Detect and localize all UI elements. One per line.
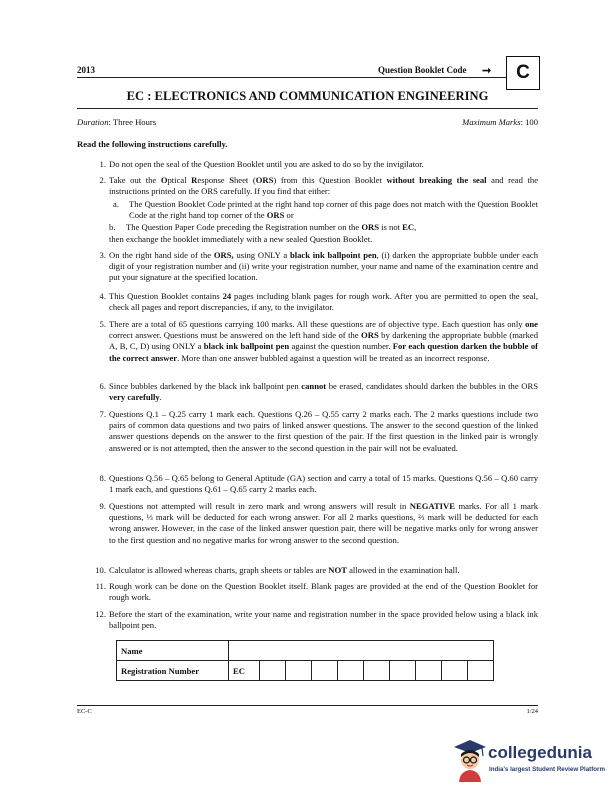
instruction-text: Rough work can be done on the Question Booklet itself. Blank pages are provided at the end of the Question Booklet for rough work. — [109, 581, 538, 603]
duration-value: : Three Hours — [108, 117, 157, 127]
registration-digit-box[interactable] — [416, 661, 442, 681]
instruction-12 — [88, 609, 538, 631]
registration-digit-box[interactable] — [390, 661, 416, 681]
instruction-text: Since bubbles darkened by the black ink ballpoint pen cannot be erased, candidates should darken the bubbles in the ORS very carefully. — [109, 381, 538, 403]
marks-value: : 100 — [520, 117, 538, 127]
instruction-number: 10. — [95, 565, 106, 575]
instruction-text: This Question Booklet contains 24 pages including blank pages for rough work. After you are permitted to open the seal, check all pages and report discrepancies, if any, to the invigilator. — [109, 291, 538, 313]
instruction-text: Questions not attempted will result in zero mark and wrong answers will result in NEGATIVE marks. For all 1 mark questions, ⅓ mark will be deducted for each wrong answer. For all 2 marks questions, ⅔ mark will be deducted for each wrong answer. However, in the case of the linked answer question pair, there will be negative marks only for wrong answer to the first question and no negative marks for wrong answer to the second question. — [109, 501, 539, 545]
name-label: Name — [117, 641, 229, 661]
instruction-7 — [88, 409, 538, 454]
registration-row — [117, 661, 494, 681]
instruction-number: 7. — [99, 409, 106, 419]
sub-item-marker-a: a. — [113, 199, 119, 209]
registration-digit-box[interactable] — [260, 661, 286, 681]
instruction-10 — [88, 565, 538, 576]
registration-digit-box[interactable] — [468, 661, 494, 681]
marks-label: Maximum Marks — [462, 117, 521, 127]
sub-item-marker-b: b. — [109, 222, 116, 232]
candidate-details-table — [116, 640, 494, 681]
sub-item-b: The Question Paper Code preceding the Registration number on the ORS is not EC, — [126, 222, 417, 232]
footer-paper-code: EC-C — [77, 708, 92, 715]
page-title: EC : ELECTRONICS AND COMMUNICATION ENGINEERING — [126, 89, 489, 103]
exam-year: 2013 — [77, 65, 95, 75]
instruction-text: Calculator is allowed whereas charts, graph sheets or tables are NOT allowed in the examination hall. — [109, 565, 460, 575]
instructions-heading: Read the following instructions carefully. — [77, 139, 228, 149]
header-rule-bottom — [77, 108, 538, 109]
booklet-code-label: Question Booklet Code — [378, 65, 467, 75]
instruction-number: 9. — [99, 501, 106, 511]
registration-prefix: EC — [229, 661, 260, 681]
student-mascot-icon — [452, 738, 488, 782]
instruction-number: 11. — [95, 581, 106, 591]
instruction-2 — [88, 175, 538, 197]
header-rule-top — [77, 77, 506, 78]
registration-digit-box[interactable] — [312, 661, 338, 681]
watermark-brand: collegedunia — [488, 743, 592, 762]
booklet-code-box: C — [506, 56, 540, 90]
instruction-text: Questions Q.1 – Q.25 carry 1 mark each. Questions Q.26 – Q.55 carry 2 marks each. The 2 marks questions include two pairs of common data questions and two pairs of linked answer questions. The answer to the second question of the linked answer questions depends on the answer to the first question of the pair. If the first question in the linked pair is wrongly answered or is not attempted, then the answer to the second question in the pair will not be evaluated. — [109, 409, 538, 453]
instruction-number: 3. — [99, 250, 106, 260]
instruction-2-conclusion: then exchange the booklet immediately with a new sealed Question Booklet. — [109, 234, 373, 244]
instruction-number: 1. — [99, 159, 106, 169]
instruction-number: 12. — [95, 609, 106, 619]
registration-digit-box[interactable] — [338, 661, 364, 681]
instruction-11 — [88, 581, 538, 603]
footer-page-number: 1/24 — [526, 708, 538, 715]
instruction-8 — [88, 473, 538, 495]
instruction-number: 8. — [99, 473, 106, 483]
registration-digit-box[interactable] — [286, 661, 312, 681]
instruction-1 — [88, 159, 538, 170]
instruction-text: Do not open the seal of the Question Booklet until you are asked to do so by the invigilator. — [109, 159, 424, 169]
registration-label: Registration Number — [117, 661, 229, 681]
footer-rule — [77, 705, 538, 706]
registration-digit-box[interactable] — [364, 661, 390, 681]
instruction-number: 6. — [99, 381, 106, 391]
watermark-tagline: India's largest Student Review Platform — [489, 766, 605, 773]
name-field[interactable] — [229, 641, 494, 661]
registration-digit-box[interactable] — [442, 661, 468, 681]
instruction-9 — [88, 501, 538, 546]
instruction-text: There are a total of 65 questions carrying 100 marks. All these questions are of objective type. Each question has only one correct answer. Questions must be answered on the left hand side of the ORS by darkening the appropriate bubble (marked A, B, C, D) using ONLY a black ink ballpoint pen against the question number. For each question darken the bubble of the correct answer. More than one answer bubbled against a question will be treated as an incorrect response. — [109, 319, 538, 363]
instruction-4 — [88, 291, 538, 313]
maximum-marks — [420, 117, 538, 127]
duration — [77, 117, 156, 127]
sub-item-a: The Question Booklet Code printed at the right hand top corner of this page does not match with the Question Booklet Code at the right hand top corner of the ORS or — [129, 199, 538, 221]
instruction-number: 2. — [99, 175, 106, 185]
duration-label: Duration — [77, 117, 109, 127]
instruction-text: On the right hand side of the ORS, using ONLY a black ink ballpoint pen, (i) darken the appropriate bubble under each digit of your registration number and (ii) write your registration number, your name and name of the examination centre and put your signature at the specified location. — [109, 250, 539, 283]
instruction-text: Before the start of the examination, write your name and registration number in the space provided below using a black ink ballpoint pen. — [109, 609, 538, 631]
name-row — [117, 641, 494, 661]
instruction-number: 4. — [99, 291, 106, 301]
instruction-3 — [88, 250, 538, 284]
instruction-text: Questions Q.56 – Q.65 belong to General Aptitude (GA) section and carry a total of 15 marks. Questions Q.56 – Q.60 carry 1 mark each, and questions Q.61 – Q.65 carry 2 marks each. — [109, 473, 538, 495]
instruction-number: 5. — [99, 319, 106, 329]
instruction-text: Take out the Optical Response Sheet (ORS) from this Question Booklet without breaking the seal and read the instructions printed on the ORS carefully. If you find that either: — [109, 175, 539, 197]
instruction-6 — [88, 381, 538, 403]
arrow-right-icon: ➞ — [482, 65, 492, 77]
instruction-5 — [88, 319, 538, 364]
